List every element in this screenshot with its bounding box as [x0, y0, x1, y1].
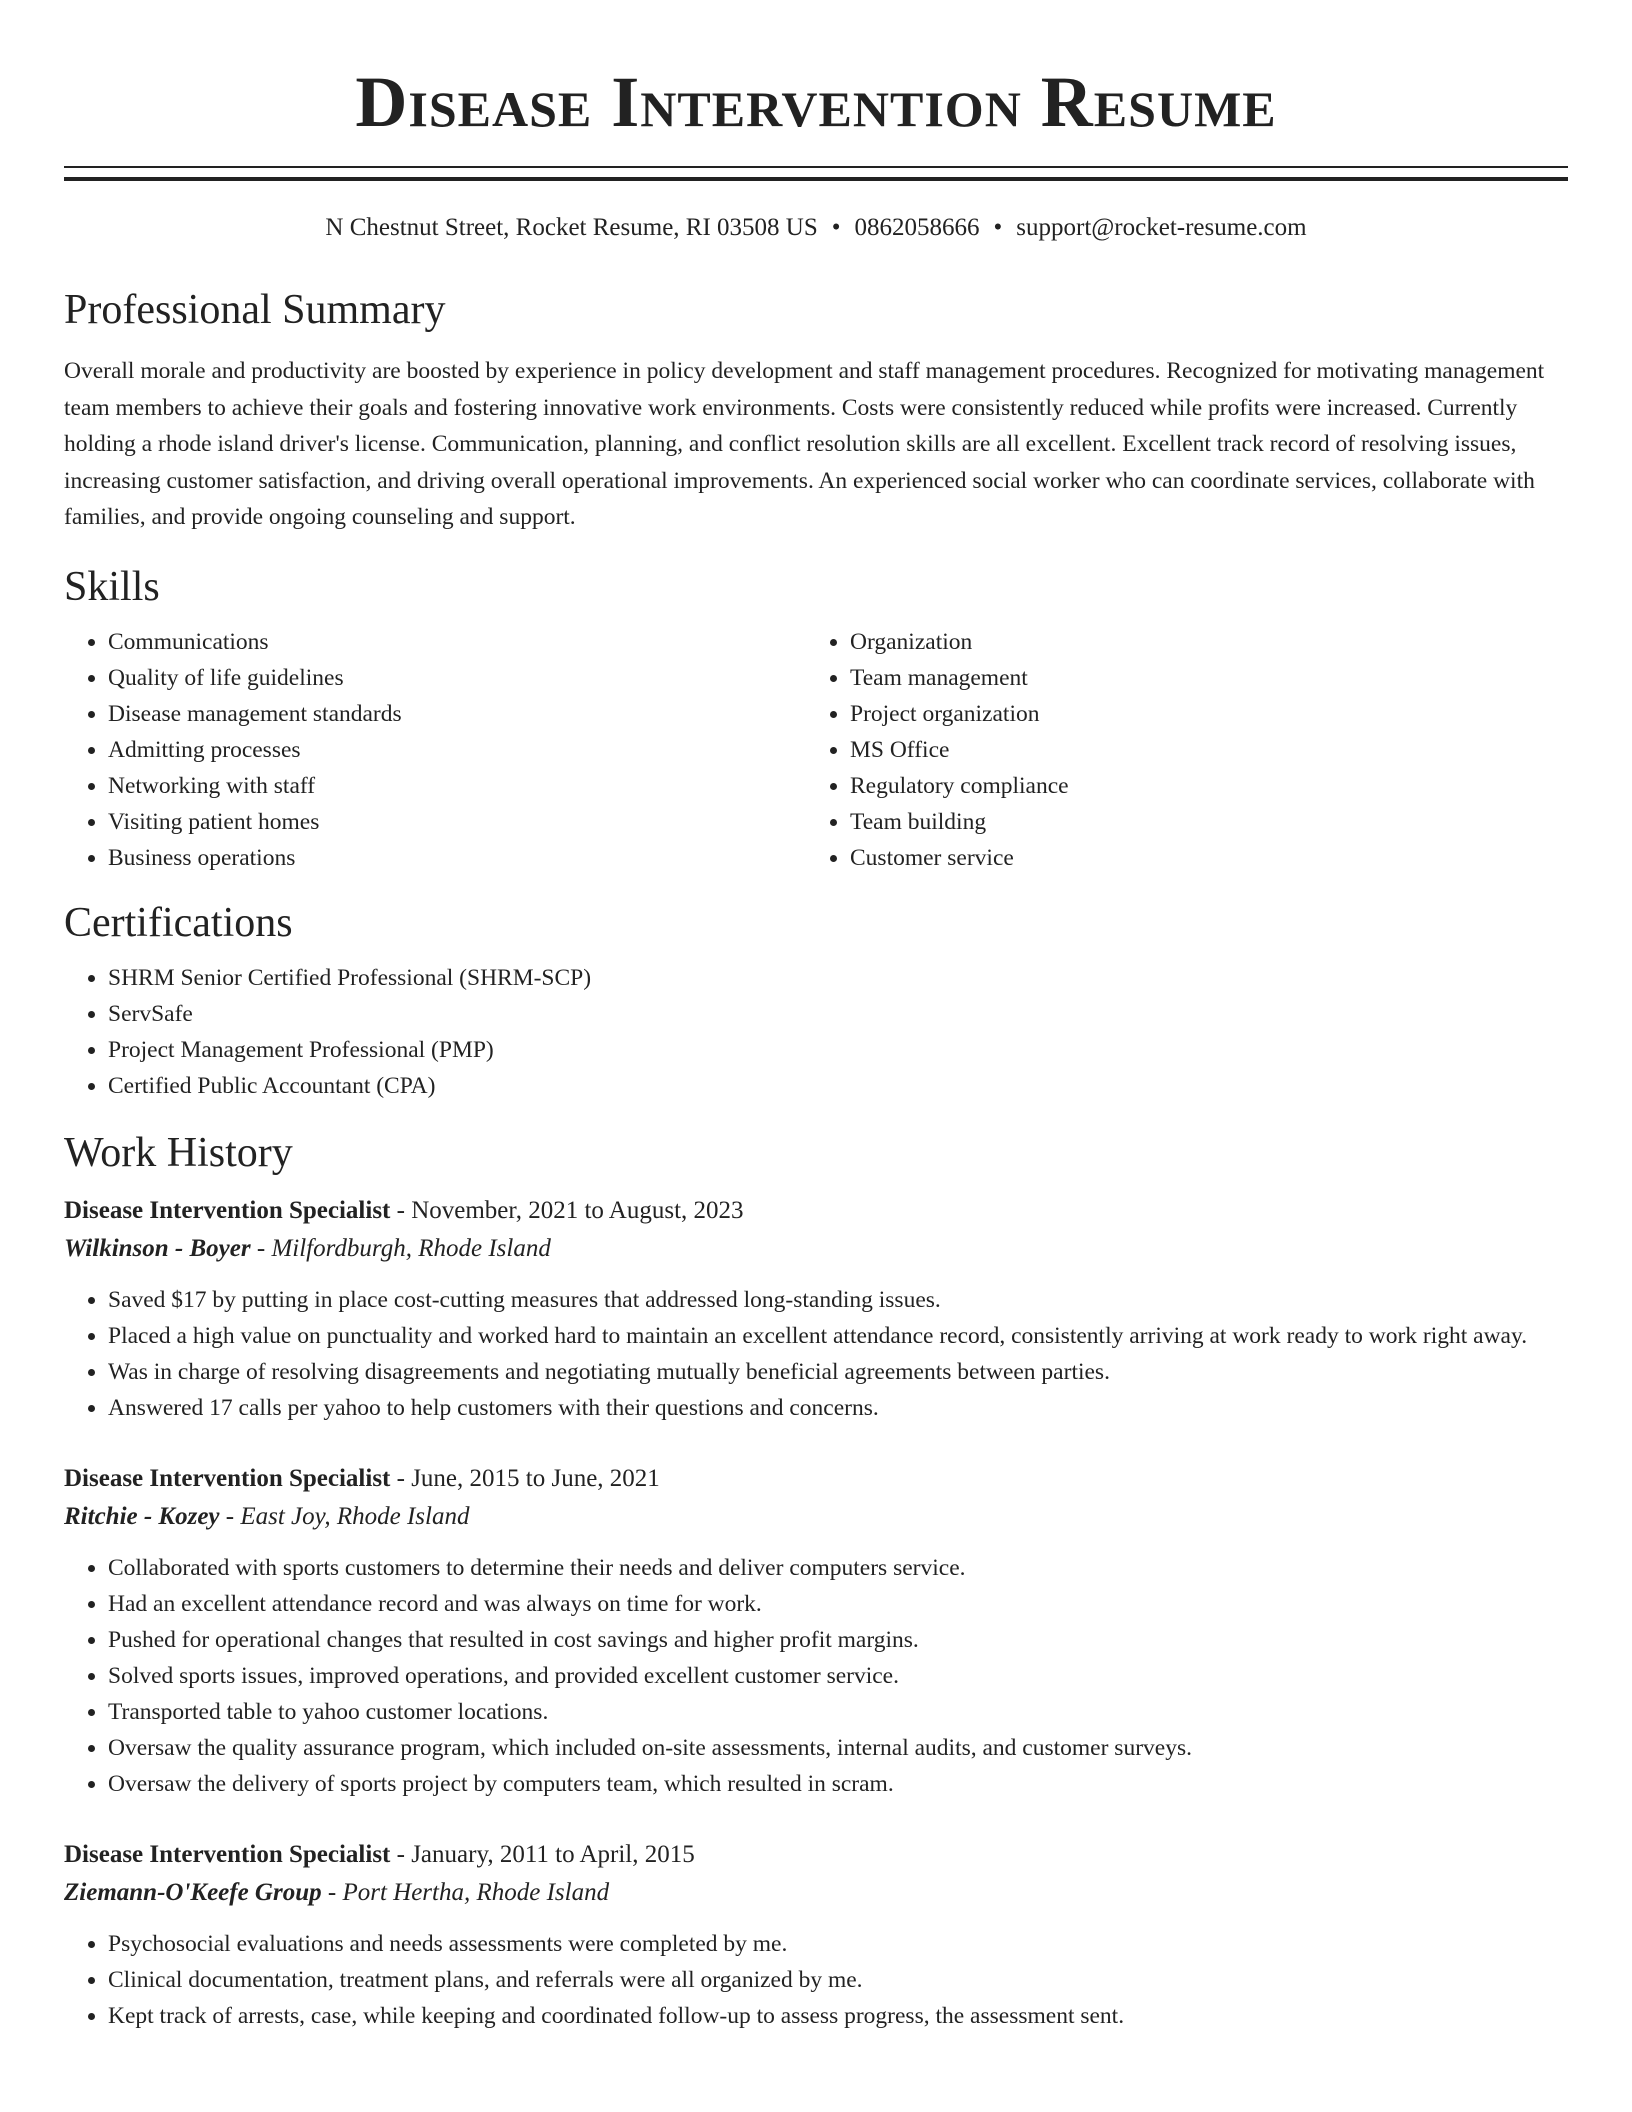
job-company: Wilkinson - Boyer	[64, 1234, 251, 1262]
summary-text: Overall morale and productivity are boosted by experience in policy development and staff management procedures. Recognized for motivating management team members to achieve their goals and fostering innovative work environments. Costs were consistently reduced while profits were increased. Currently holding a rhode island driver's license. Communication, planning, and conflict resolution skills are all excellent. Excellent track record of resolving issues, increasing customer satisfaction, and driving overall operational improvements. An experienced social worker who can coordinate services, collaborate with families, and provide ongoing counseling and support.	[64, 358, 1545, 530]
skills-heading: Skills	[64, 563, 160, 610]
job-bullet: • Oversaw the delivery of sports project by computers team, which resulted in scram.	[108, 1766, 1568, 1802]
job-title-line	[64, 1836, 1568, 1874]
job-bullet: • Oversaw the quality assurance program, which included on-site assessments, internal audits, and customer surveys.	[108, 1730, 1568, 1766]
job-bullet: • Solved sports issues, improved operations, and provided excellent customer service.	[108, 1658, 1568, 1694]
skills-list-left	[64, 624, 806, 876]
job-company: Ziemann-O'Keefe Group	[64, 1878, 322, 1906]
title-double-rule	[64, 166, 1568, 181]
job-company-line	[64, 1874, 1568, 1912]
skills-list-right	[806, 624, 1548, 876]
job-bullet: • Pushed for operational changes that resulted in cost savings and higher profit margins.	[108, 1622, 1568, 1658]
job-bullet: • Clinical documentation, treatment plans, and referrals were all organized by me.	[108, 1962, 1568, 1998]
job-company: Ritchie - Kozey	[64, 1502, 220, 1530]
job-bullets	[64, 1550, 1568, 1802]
job-dash: -	[390, 1196, 412, 1224]
job-dash: -	[390, 1464, 412, 1492]
job-bullet: • Placed a high value on punctuality and worked hard to maintain an excellent attendance record, consistently arriving at work ready to work right away.	[108, 1318, 1568, 1354]
skills-columns	[64, 624, 1568, 876]
certification-item: • Certified Public Accountant (CPA)	[108, 1068, 1568, 1104]
job-title: Disease Intervention Specialist	[64, 1840, 391, 1868]
skill-item: • Team management	[850, 660, 1548, 696]
job-dash: -	[321, 1878, 343, 1906]
job-bullet: • Psychosocial evaluations and needs assessments were completed by me.	[108, 1926, 1568, 1962]
skill-item: • Regulatory compliance	[850, 768, 1548, 804]
job-bullets	[64, 1282, 1568, 1426]
job-title: Disease Intervention Specialist	[64, 1196, 391, 1224]
skill-item: • Visiting patient homes	[108, 804, 806, 840]
skill-item: • Disease management standards	[108, 696, 806, 732]
skill-item: • Communications	[108, 624, 806, 660]
work-history-heading: Work History	[64, 1129, 293, 1176]
certification-item: • Project Management Professional (PMP)	[108, 1032, 1568, 1068]
job-company-line	[64, 1498, 1568, 1536]
job-bullet: • Answered 17 calls per yahoo to help customers with their questions and concerns.	[108, 1390, 1568, 1426]
contact-phone: 0862058666	[854, 214, 980, 241]
certification-item: • ServSafe	[108, 996, 1568, 1032]
skill-item: • Customer service	[850, 840, 1548, 876]
skill-item: • Networking with staff	[108, 768, 806, 804]
job-company-line	[64, 1230, 1568, 1268]
contact-line	[64, 211, 1568, 245]
job-dash: -	[390, 1840, 412, 1868]
certifications-list	[64, 960, 1568, 1104]
certification-item: • SHRM Senior Certified Professional (SHRM-SCP)	[108, 960, 1568, 996]
job-dates: November, 2021 to August, 2023	[411, 1196, 744, 1224]
job-title-line	[64, 1192, 1568, 1230]
contact-email: support@rocket-resume.com	[1016, 214, 1307, 241]
job-dates: January, 2011 to April, 2015	[411, 1840, 695, 1868]
skill-item: • MS Office	[850, 732, 1548, 768]
job-location: Milfordburgh, Rhode Island	[271, 1234, 551, 1262]
skill-item: • Quality of life guidelines	[108, 660, 806, 696]
contact-separator: •	[831, 214, 841, 241]
resume-title: Disease Intervention Resume	[355, 62, 1277, 142]
skill-item: • Admitting processes	[108, 732, 806, 768]
summary-heading: Professional Summary	[64, 287, 446, 333]
contact-address: N Chestnut Street, Rocket Resume, RI 03508 US	[325, 214, 818, 241]
job-bullets	[64, 1926, 1568, 2034]
skill-item: • Business operations	[108, 840, 806, 876]
job-bullet: • Transported table to yahoo customer locations.	[108, 1694, 1568, 1730]
certifications-heading: Certifications	[64, 899, 293, 946]
job-title: Disease Intervention Specialist	[64, 1464, 391, 1492]
skill-item: • Organization	[850, 624, 1548, 660]
job-dates: June, 2015 to June, 2021	[411, 1464, 660, 1492]
job-location: Port Hertha, Rhode Island	[342, 1878, 610, 1906]
skill-item: • Team building	[850, 804, 1548, 840]
skill-item: • Project organization	[850, 696, 1548, 732]
job-location: East Joy, Rhode Island	[240, 1502, 470, 1530]
job-dash: -	[250, 1234, 272, 1262]
resume-page	[64, 0, 1568, 2068]
job-bullet: • Was in charge of resolving disagreements and negotiating mutually beneficial agreements between parties.	[108, 1354, 1568, 1390]
job-dash: -	[219, 1502, 241, 1530]
job-bullet: • Saved $17 by putting in place cost-cutting measures that addressed long-standing issues.	[108, 1282, 1568, 1318]
contact-separator: •	[993, 214, 1003, 241]
job-bullet: • Had an excellent attendance record and was always on time for work.	[108, 1586, 1568, 1622]
job-bullet: • Collaborated with sports customers to determine their needs and deliver computers service.	[108, 1550, 1568, 1586]
job-title-line	[64, 1460, 1568, 1498]
job-bullet: • Kept track of arrests, case, while keeping and coordinated follow-up to assess progress, the assessment sent.	[108, 1998, 1568, 2034]
